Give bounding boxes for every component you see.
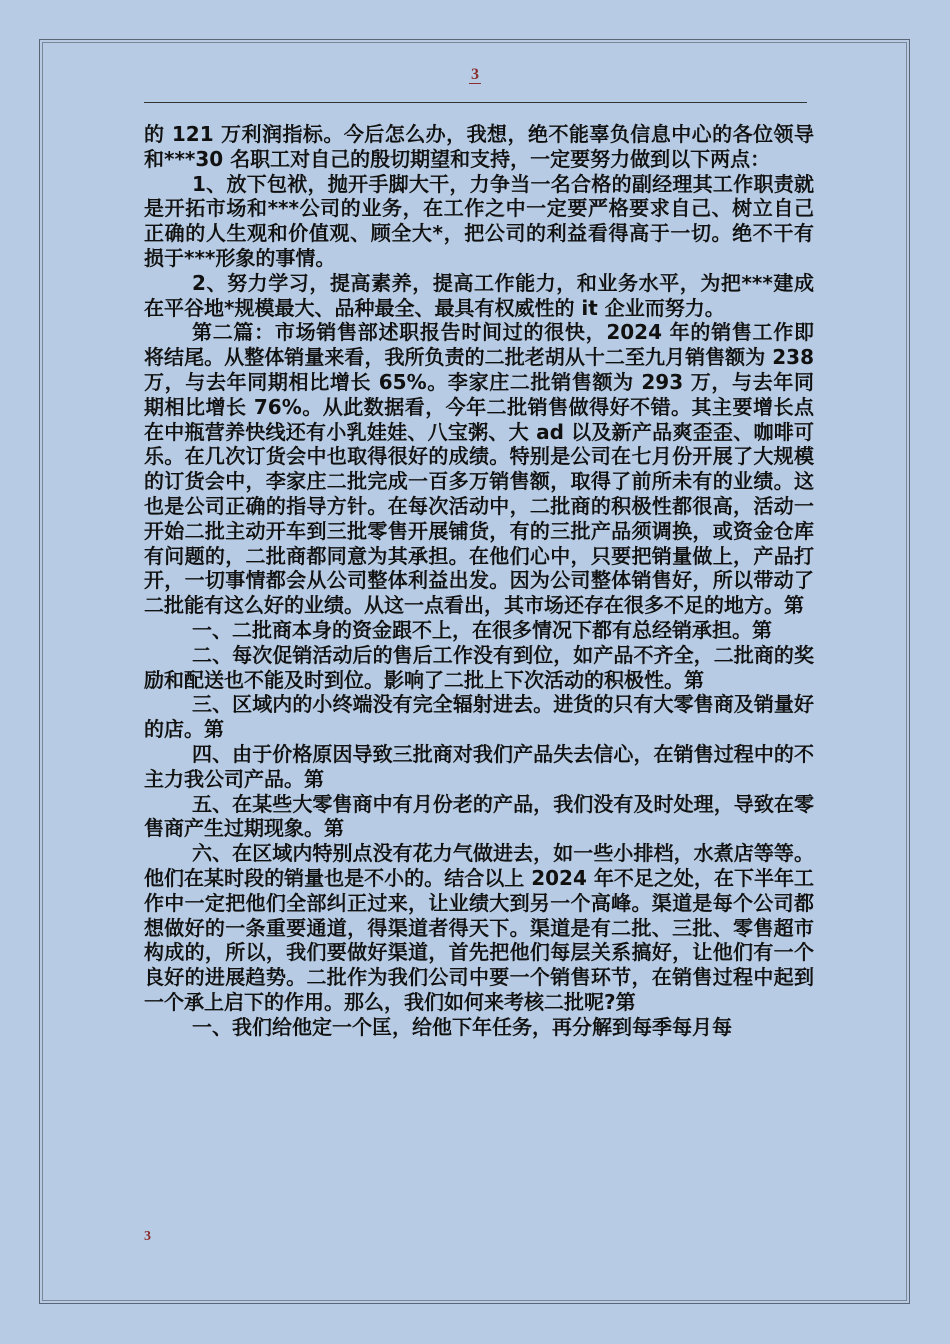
paragraph: 一、二批商本身的资金跟不上，在很多情况下都有总经销承担。第 xyxy=(192,617,772,642)
paragraph: 1、放下包袱，抛开手脚大干，力争当一名合格的副经理其工作职责就是开拓市场和***公司的业务，在工作之中一定要严格要求自己、树立自己正确的人生观和价值观、顾全大*，把公司的利益看得高于一切。绝不干有损于***形象的事情。 xyxy=(144,171,814,270)
header-page-number: 3 xyxy=(471,66,479,83)
paragraph: 第二篇：市场销售部述职报告时间过的很快，2024 年的销售工作即将结尾。从整体销量来看，我所负责的二批老胡从十二至九月销售额为 238 万，与去年同期相比增长 65%。李家庄二批销售额为 293 万，与去年同期相比增长 76%。从此数据看，今年二批销售做得好不错。其主要增长点在中瓶营养快线还有小乳娃娃、八宝粥、大 ad 以及新产品爽歪歪、咖啡可乐。在几次订货会中也取得很好的成绩。特别是公司在七月份开展了大规模的订货会中，李家庄二批完成一百多万销售额，取得了前所未有的业绩。这也是公司正确的指导方针。在每次活动中，二批商的积极性都很高，活动一开始二批主动开车到三批零售开展铺货，有的三批产品须调换，或资金仓库有问题的，二批商都同意为其承担。在他们心中，只要把销量做上，产品打开，一切事情都会从公司整体利益出发。因为公司整体销售好，所以带动了二批能有这么好的业绩。从这一点看出，其市场还存在很多不足的地方。第 xyxy=(144,320,814,618)
paragraph: 三、区域内的小终端没有完全辐射进去。进货的只有大零售商及销量好的店。第 xyxy=(144,692,814,742)
paragraph: 的 121 万利润指标。今后怎么办，我想，绝不能辜负信息中心的各位领导和***30 名职工对自己的殷切期望和支持，一定要努力做到以下两点： xyxy=(144,122,814,171)
document-body xyxy=(144,122,814,1039)
paragraph: 五、在某些大零售商中有月份老的产品，我们没有及时处理，导致在零售商产生过期现象。第 xyxy=(144,791,814,841)
paragraph: 二、每次促销活动后的售后工作没有到位，如产品不齐全，二批商的奖励和配送也不能及时到位。影响了二批上下次活动的积极性。第 xyxy=(144,642,814,692)
paragraph: 六、在区域内特别点没有花力气做进去，如一些小排档，水煮店等等。他们在某时段的销量也是不小的。结合以上 2024 年不足之处，在下半年工作中一定把他们全部纠正过来，让业绩大到另一个高峰。渠道是每个公司都想做好的一条重要通道，得渠道者得天下。渠道是有二批、三批、零售超市构成的，所以，我们要做好渠道，首先把他们每层关系搞好，让他们有一个良好的进展趋势。二批作为我们公司中要一个销售环节，在销售过程中起到一个承上启下的作用。那么，我们如何来考核二批呢?第 xyxy=(144,841,814,1014)
paragraph: 四、由于价格原因导致三批商对我们产品失去信心，在销售过程中的不主力我公司产品。第 xyxy=(144,741,814,791)
footer-page-number: 3 xyxy=(144,1229,151,1244)
header-divider xyxy=(144,102,807,103)
paragraph: 一、我们给他定一个匡，给他下年任务，再分解到每季每月每 xyxy=(192,1014,732,1039)
paragraph: 2、努力学习，提高素养，提高工作能力，和业务水平，为把***建成在平谷地*规模最大、品种最全、最具有权威性的 it 企业而努力。 xyxy=(144,270,814,320)
